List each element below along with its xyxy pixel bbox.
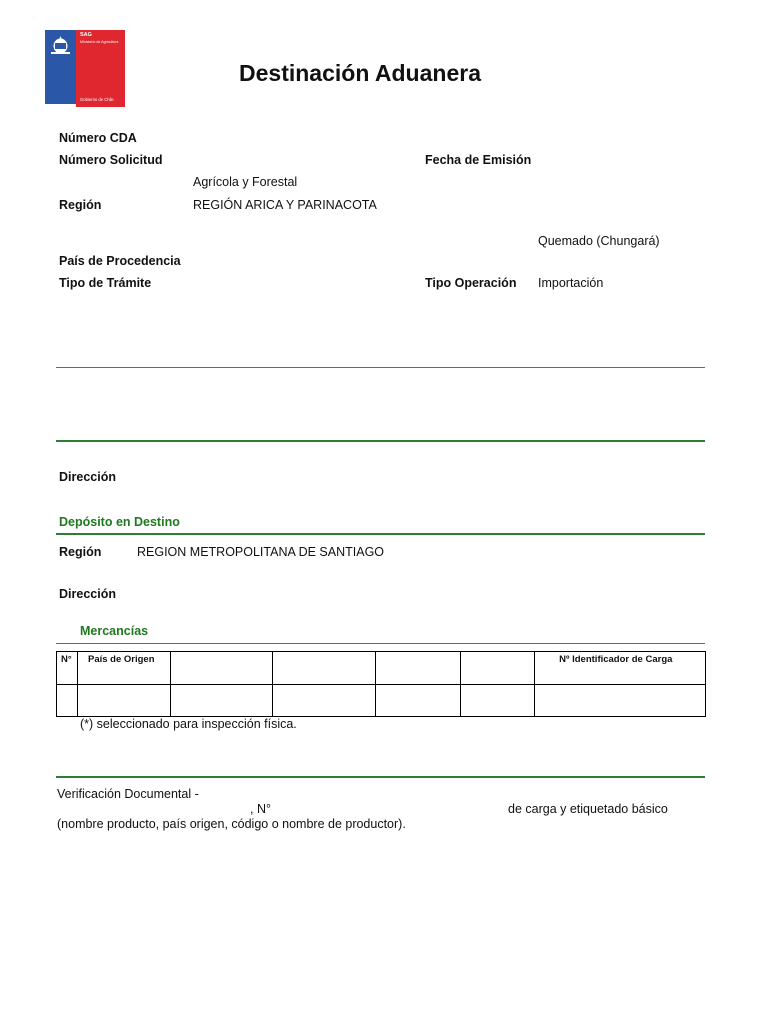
column-header xyxy=(461,652,535,685)
numero-cda-label: Número CDA xyxy=(59,131,137,145)
deposito-region-value: REGION METROPOLITANA DE SANTIAGO xyxy=(137,545,385,559)
logo-ministry: Ministerio de Agricultura xyxy=(80,40,119,44)
numero-solicitud-label: Número Solicitud xyxy=(59,153,163,167)
column-header-pais-origen: País de Origen xyxy=(77,652,170,685)
deposito-region-label: Región xyxy=(59,545,102,559)
mercancias-footnote: (*) seleccionado para inspección física. xyxy=(80,717,297,731)
table-cell xyxy=(77,685,170,717)
deposito-direccion-label: Dirección xyxy=(59,587,116,601)
table-cell xyxy=(170,685,272,717)
table-cell xyxy=(535,685,706,717)
paso-fronterizo-value: Quemado (Chungará) xyxy=(538,234,660,248)
column-header xyxy=(170,652,272,685)
table-row xyxy=(57,685,706,717)
divider xyxy=(56,367,705,368)
deposito-heading: Depósito en Destino xyxy=(59,515,180,529)
divider xyxy=(56,440,705,442)
table-header-row xyxy=(57,652,706,685)
table-cell xyxy=(376,685,461,717)
page-title: Destinación Aduanera xyxy=(239,60,481,86)
pais-procedencia-label: País de Procedencia xyxy=(59,254,181,268)
fecha-emision-label: Fecha de Emisión xyxy=(425,153,532,167)
coat-of-arms-icon xyxy=(49,34,72,56)
sag-logo xyxy=(45,30,125,107)
logo-strip-white xyxy=(45,104,76,107)
verificacion-carga: de carga y etiquetado básico xyxy=(508,802,668,816)
divider xyxy=(56,533,705,535)
divider xyxy=(56,776,705,778)
column-header xyxy=(272,652,376,685)
verificacion-line1: Verificación Documental - xyxy=(57,787,199,801)
mercancias-table xyxy=(56,651,706,717)
mercancias-heading: Mercancías xyxy=(80,624,149,638)
direccion-label: Dirección xyxy=(59,470,116,484)
table-cell xyxy=(57,685,78,717)
tipo-tramite-label: Tipo de Trámite xyxy=(59,276,152,290)
verificacion-line3: (nombre producto, país origen, código o nombre de productor). xyxy=(57,817,406,831)
region-value: REGIÓN ARICA Y PARINACOTA xyxy=(193,198,377,212)
tipo-operacion-label: Tipo Operación xyxy=(425,276,517,290)
table-cell xyxy=(272,685,376,717)
table-cell xyxy=(461,685,535,717)
logo-agency: SAG xyxy=(80,32,92,38)
area-value: Agrícola y Forestal xyxy=(193,175,298,189)
region-label: Región xyxy=(59,198,102,212)
column-header xyxy=(376,652,461,685)
divider xyxy=(56,643,705,644)
logo-government: Gobierno de Chile xyxy=(80,97,114,102)
tipo-operacion-value: Importación xyxy=(538,276,604,290)
verificacion-numero: , N° xyxy=(250,802,271,816)
column-header-numero: N° xyxy=(57,652,78,685)
column-header-identificador-carga: Nº Identificador de Carga xyxy=(535,652,706,685)
